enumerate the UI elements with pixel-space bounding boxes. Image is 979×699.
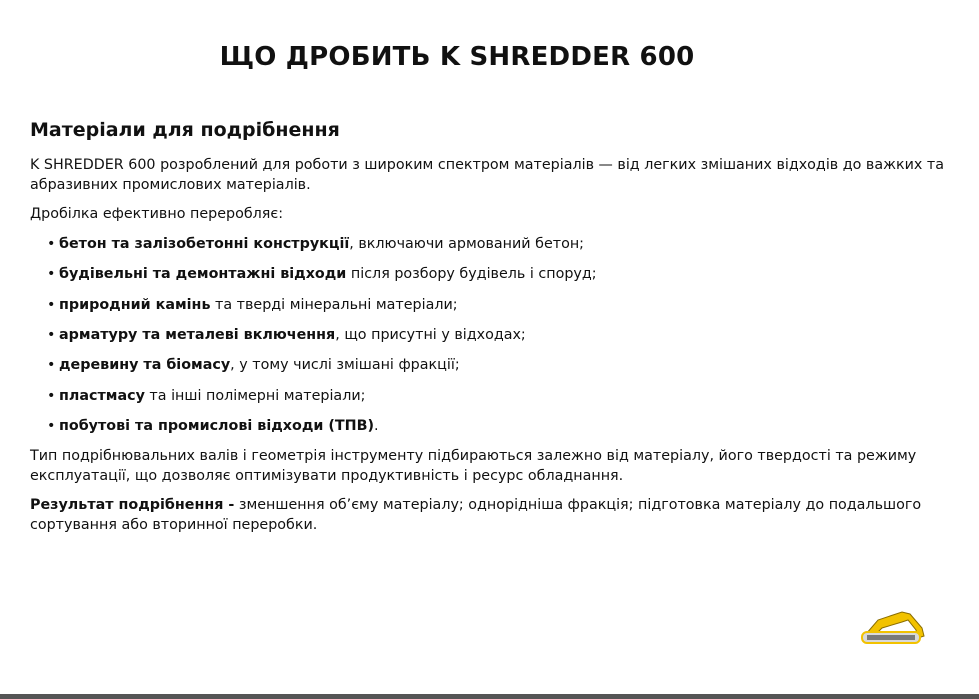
page-title: ЩО ДРОБИТЬ K SHREDDER 600: [219, 42, 695, 72]
item-text: та тверді мінеральні матеріали;: [210, 296, 458, 313]
item-text: , включаючи армований бетон;: [349, 236, 584, 252]
list-item: [47, 265, 597, 284]
list-intro: Дробілка ефективно переробляє:: [30, 206, 284, 222]
bullet-icon: •: [47, 387, 56, 404]
bullet-icon: •: [47, 326, 56, 343]
item-bold: арматуру та металеві включення: [59, 326, 336, 343]
bullet-icon: •: [47, 236, 56, 252]
list-item: [47, 356, 460, 375]
excavator-logo-icon: [858, 608, 930, 652]
list-item: [47, 387, 365, 406]
list-item: [47, 235, 584, 254]
bullet-icon: •: [47, 296, 56, 313]
shaft-paragraph: Тип подрібнювальних валів і геометрія інструменту підбираються залежно від матеріалу, його твердості та режиму експлуатації, що дозволяє оптимізувати продуктивність і ресурс обладнання.: [30, 448, 917, 484]
result-label: Результат подрібнення -: [30, 497, 235, 513]
item-text: та інші полімерні матеріали;: [144, 387, 366, 404]
item-bold: пластмасу: [59, 387, 145, 404]
bottom-border: [0, 694, 979, 699]
item-text: .: [374, 417, 379, 434]
item-bold: деревину та біомасу: [59, 357, 231, 374]
section-heading: Матеріали для подрібнення: [30, 119, 340, 141]
list-item: [47, 417, 379, 436]
list-item: [47, 296, 458, 315]
item-bold: побутові та промислові відходи (ТПВ): [59, 417, 375, 434]
item-text: , що присутні у відходах;: [335, 326, 526, 343]
intro-paragraph: K SHREDDER 600 розроблений для роботи з широким спектром матеріалів — від легких змішаних відходів до важких та абразивних промислових матеріалів.: [30, 157, 945, 193]
list-item: [47, 326, 526, 345]
item-bold: бетон та залізобетонні конструкції: [59, 236, 350, 252]
bullet-icon: •: [47, 266, 56, 283]
item-text: , у тому числі змішані фракції;: [230, 357, 460, 374]
item-text: після розбору будівель і споруд;: [346, 266, 597, 283]
item-bold: природний камінь: [59, 296, 211, 313]
item-bold: будівельні та демонтажні відходи: [59, 266, 347, 283]
bullet-icon: •: [47, 357, 56, 374]
bullet-icon: •: [47, 417, 56, 434]
result-paragraph: [30, 496, 950, 535]
result-text: зменшення об’єму матеріалу; однорідніша фракція; підготовка матеріалу до подальшого сортування або вторинної переробки.: [30, 497, 922, 533]
